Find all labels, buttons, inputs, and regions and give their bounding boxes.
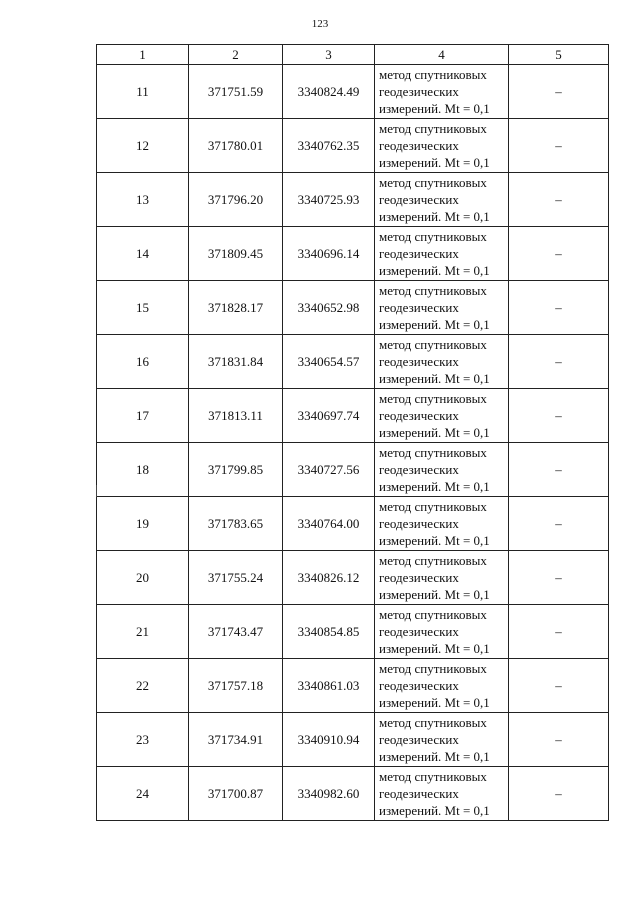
y-coordinate-cell: 3340696.14 — [283, 227, 375, 281]
point-number-cell: 22 — [97, 659, 189, 713]
method-line: метод спутниковых — [379, 337, 487, 352]
header-cell-2: 2 — [189, 45, 283, 65]
note-cell: – — [509, 605, 609, 659]
x-coordinate-cell: 371700.87 — [189, 767, 283, 821]
method-line: геодезических — [379, 786, 459, 801]
method-line: метод спутниковых — [379, 391, 487, 406]
table-header — [97, 45, 609, 65]
method-line: измерений. Mt = 0,1 — [379, 371, 490, 386]
note-cell: – — [509, 443, 609, 497]
method-cell — [375, 443, 509, 497]
method-line: метод спутниковых — [379, 445, 487, 460]
y-coordinate-cell: 3340982.60 — [283, 767, 375, 821]
method-cell — [375, 65, 509, 119]
note-cell: – — [509, 281, 609, 335]
table-row — [97, 605, 609, 659]
method-line: метод спутниковых — [379, 607, 487, 622]
point-number-cell: 20 — [97, 551, 189, 605]
table-row — [97, 389, 609, 443]
method-line: геодезических — [379, 246, 459, 261]
point-number-cell: 11 — [97, 65, 189, 119]
table-row — [97, 173, 609, 227]
point-number-cell: 16 — [97, 335, 189, 389]
point-number-cell: 15 — [97, 281, 189, 335]
method-line: метод спутниковых — [379, 661, 487, 676]
x-coordinate-cell: 371780.01 — [189, 119, 283, 173]
note-cell: – — [509, 389, 609, 443]
y-coordinate-cell: 3340652.98 — [283, 281, 375, 335]
table-row — [97, 227, 609, 281]
point-number-cell: 13 — [97, 173, 189, 227]
method-line: измерений. Mt = 0,1 — [379, 803, 490, 818]
method-line: геодезических — [379, 516, 459, 531]
y-coordinate-cell: 3340824.49 — [283, 65, 375, 119]
y-coordinate-cell: 3340861.03 — [283, 659, 375, 713]
method-line: метод спутниковых — [379, 67, 487, 82]
method-line: измерений. Mt = 0,1 — [379, 209, 490, 224]
y-coordinate-cell: 3340654.57 — [283, 335, 375, 389]
y-coordinate-cell: 3340854.85 — [283, 605, 375, 659]
point-number-cell: 21 — [97, 605, 189, 659]
point-number-cell: 12 — [97, 119, 189, 173]
note-cell: – — [509, 227, 609, 281]
method-line: измерений. Mt = 0,1 — [379, 587, 490, 602]
x-coordinate-cell: 371831.84 — [189, 335, 283, 389]
x-coordinate-cell: 371828.17 — [189, 281, 283, 335]
header-cell-1: 1 — [97, 45, 189, 65]
note-cell: – — [509, 659, 609, 713]
point-number-cell: 23 — [97, 713, 189, 767]
method-line: метод спутниковых — [379, 715, 487, 730]
method-cell — [375, 551, 509, 605]
method-cell — [375, 713, 509, 767]
x-coordinate-cell: 371755.24 — [189, 551, 283, 605]
method-line: геодезических — [379, 570, 459, 585]
method-line: измерений. Mt = 0,1 — [379, 317, 490, 332]
header-row — [97, 45, 609, 65]
method-line: геодезических — [379, 192, 459, 207]
method-line: геодезических — [379, 624, 459, 639]
note-cell: – — [509, 119, 609, 173]
method-line: измерений. Mt = 0,1 — [379, 695, 490, 710]
method-line: метод спутниковых — [379, 283, 487, 298]
method-line: геодезических — [379, 462, 459, 477]
x-coordinate-cell: 371783.65 — [189, 497, 283, 551]
note-cell: – — [509, 65, 609, 119]
header-cell-5: 5 — [509, 45, 609, 65]
method-line: геодезических — [379, 732, 459, 747]
table-row — [97, 497, 609, 551]
method-line: измерений. Mt = 0,1 — [379, 101, 490, 116]
table-row — [97, 65, 609, 119]
table-row — [97, 659, 609, 713]
table-row — [97, 443, 609, 497]
x-coordinate-cell: 371743.47 — [189, 605, 283, 659]
method-line: метод спутниковых — [379, 229, 487, 244]
header-cell-3: 3 — [283, 45, 375, 65]
table-row — [97, 335, 609, 389]
table-row — [97, 767, 609, 821]
method-cell — [375, 605, 509, 659]
point-number-cell: 14 — [97, 227, 189, 281]
note-cell: – — [509, 551, 609, 605]
x-coordinate-cell: 371751.59 — [189, 65, 283, 119]
table-row — [97, 281, 609, 335]
y-coordinate-cell: 3340762.35 — [283, 119, 375, 173]
method-line: метод спутниковых — [379, 499, 487, 514]
coordinates-table — [96, 44, 609, 821]
method-line: измерений. Mt = 0,1 — [379, 749, 490, 764]
x-coordinate-cell: 371799.85 — [189, 443, 283, 497]
method-line: измерений. Mt = 0,1 — [379, 155, 490, 170]
point-number-cell: 17 — [97, 389, 189, 443]
method-line: геодезических — [379, 678, 459, 693]
note-cell: – — [509, 497, 609, 551]
method-line: измерений. Mt = 0,1 — [379, 533, 490, 548]
method-line: метод спутниковых — [379, 769, 487, 784]
point-number-cell: 24 — [97, 767, 189, 821]
y-coordinate-cell: 3340910.94 — [283, 713, 375, 767]
x-coordinate-cell: 371809.45 — [189, 227, 283, 281]
method-cell — [375, 389, 509, 443]
note-cell: – — [509, 173, 609, 227]
note-cell: – — [509, 767, 609, 821]
x-coordinate-cell: 371796.20 — [189, 173, 283, 227]
margin-tick-mark — [96, 485, 97, 497]
method-line: метод спутниковых — [379, 553, 487, 568]
method-cell — [375, 227, 509, 281]
method-line: измерений. Mt = 0,1 — [379, 641, 490, 656]
method-cell — [375, 497, 509, 551]
y-coordinate-cell: 3340727.56 — [283, 443, 375, 497]
y-coordinate-cell: 3340826.12 — [283, 551, 375, 605]
method-cell — [375, 173, 509, 227]
table-body — [97, 65, 609, 821]
x-coordinate-cell: 371734.91 — [189, 713, 283, 767]
y-coordinate-cell: 3340725.93 — [283, 173, 375, 227]
method-cell — [375, 281, 509, 335]
x-coordinate-cell: 371813.11 — [189, 389, 283, 443]
method-line: геодезических — [379, 84, 459, 99]
y-coordinate-cell: 3340764.00 — [283, 497, 375, 551]
method-line: метод спутниковых — [379, 121, 487, 136]
method-cell — [375, 659, 509, 713]
note-cell: – — [509, 713, 609, 767]
method-line: метод спутниковых — [379, 175, 487, 190]
method-line: геодезических — [379, 138, 459, 153]
method-line: измерений. Mt = 0,1 — [379, 479, 490, 494]
table-row — [97, 119, 609, 173]
method-line: геодезических — [379, 300, 459, 315]
note-cell: – — [509, 335, 609, 389]
method-line: геодезических — [379, 354, 459, 369]
x-coordinate-cell: 371757.18 — [189, 659, 283, 713]
y-coordinate-cell: 3340697.74 — [283, 389, 375, 443]
method-line: измерений. Mt = 0,1 — [379, 425, 490, 440]
table-row — [97, 551, 609, 605]
method-cell — [375, 335, 509, 389]
method-cell — [375, 767, 509, 821]
method-line: измерений. Mt = 0,1 — [379, 263, 490, 278]
point-number-cell: 19 — [97, 497, 189, 551]
page-number: 123 — [311, 18, 329, 30]
point-number-cell: 18 — [97, 443, 189, 497]
method-cell — [375, 119, 509, 173]
table-row — [97, 713, 609, 767]
header-cell-4: 4 — [375, 45, 509, 65]
method-line: геодезических — [379, 408, 459, 423]
